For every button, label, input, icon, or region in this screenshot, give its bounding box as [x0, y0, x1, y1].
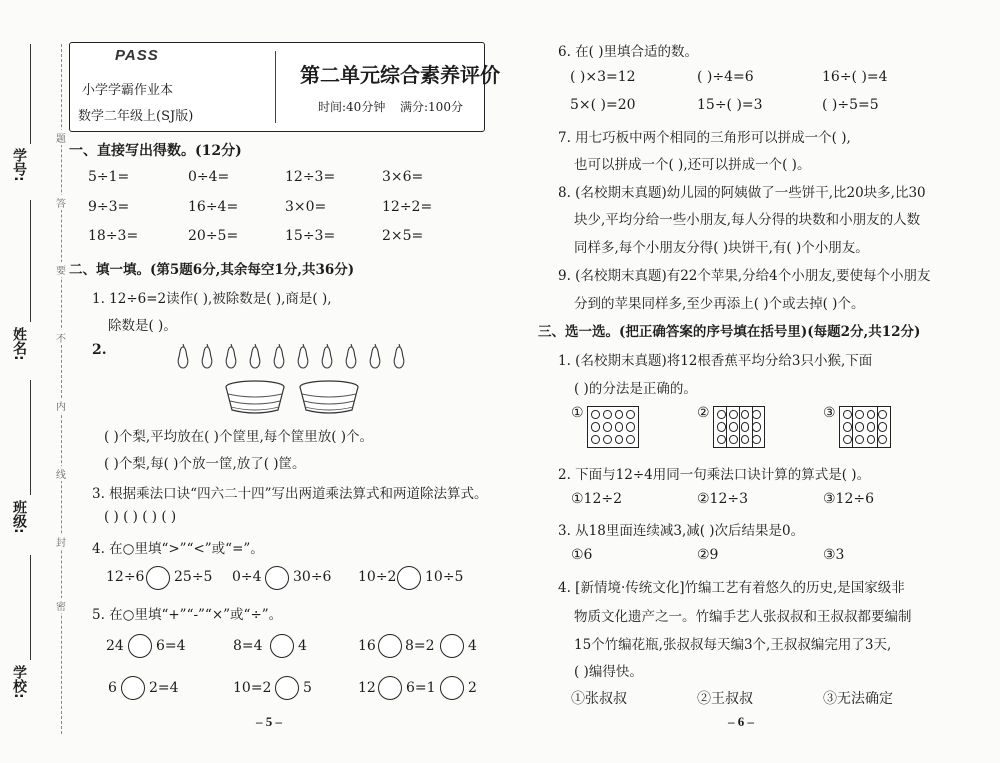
pear-icon: [392, 343, 406, 369]
s3-option[interactable]: ②9: [697, 547, 719, 563]
s3-text[interactable]: 3. 从18里面连续减3,减( )次后结果是0。: [558, 523, 805, 539]
q7-line1[interactable]: 7. 用七巧板中两个相同的三角形可以拼成一个( ),: [558, 130, 851, 146]
pear-icon: [248, 343, 262, 369]
calc-item[interactable]: 12÷3=: [285, 169, 336, 185]
q8-line2: 块少,平均分给一些小朋友,每人分得的块数和小朋友的人数: [574, 212, 921, 228]
time-limit: 时间:40分钟: [318, 100, 386, 114]
q5-expr: 2: [468, 680, 477, 696]
s4-line2: 物质文化遗产之一。竹编手艺人张叔叔和王叔叔都要编制: [574, 609, 912, 625]
q9-line1: 9. (名校期末真题)有22个苹果,分给4个小朋友,要使每个小朋友: [558, 268, 931, 284]
q2-label: 2.: [92, 342, 107, 358]
s1-line2[interactable]: ( )的分法是正确的。: [574, 381, 697, 397]
calc-item[interactable]: 3×6=: [382, 169, 424, 185]
q5-expr: 12: [358, 680, 376, 696]
q4-left-expr: 10÷2: [358, 569, 397, 585]
page-title: 第二单元综合素养评价: [300, 63, 500, 87]
q4-left-expr: 0÷4: [232, 569, 262, 585]
s4-option[interactable]: ③无法确定: [823, 691, 893, 707]
s3-option[interactable]: ③3: [823, 547, 845, 563]
operator-circle[interactable]: [121, 676, 145, 700]
compare-circle[interactable]: [397, 566, 421, 590]
q4-right-expr: 25÷5: [174, 569, 213, 585]
student-id-label: 学号:: [11, 148, 27, 182]
q5-expr: 2=4: [149, 680, 179, 696]
calc-item[interactable]: 2×5=: [382, 228, 424, 244]
q5-expr: 4: [298, 638, 307, 654]
operator-circle[interactable]: [275, 676, 299, 700]
q6-blank[interactable]: 15÷( )=3: [697, 97, 763, 113]
s2-text[interactable]: 2. 下面与12÷4用同一句乘法口诀计算的算式是( )。: [558, 467, 871, 483]
s2-option[interactable]: ①12÷2: [571, 491, 623, 507]
q1-line1[interactable]: 1. 12÷6=2读作( ),被除数是( ),商是( ),: [92, 291, 332, 307]
q6-text: 6. 在( )里填合适的数。: [558, 44, 698, 60]
grid-divider: [726, 406, 727, 448]
header-box: [69, 42, 500, 132]
calc-item[interactable]: 20÷5=: [188, 228, 239, 244]
q8-line3[interactable]: 同样多,每个小朋友分得( )块饼干,有( )个小朋友。: [574, 240, 869, 256]
calc-item[interactable]: 0÷4=: [188, 169, 230, 185]
q2-line2[interactable]: ( )个梨,每( )个放一筐,放了( )筐。: [104, 456, 306, 472]
pear-icon: [296, 343, 310, 369]
q4-right-expr: 10÷5: [425, 569, 464, 585]
q5-expr: 8=2: [405, 638, 435, 654]
pear-icon: [272, 343, 286, 369]
s1-option-marker[interactable]: ①: [571, 405, 584, 421]
q6-blank[interactable]: ( )×3=12: [570, 69, 636, 85]
section-1-title: 一、直接写出得数。(12分): [69, 143, 242, 159]
q6-blank[interactable]: ( )÷4=6: [697, 69, 754, 85]
q5-expr: 4: [468, 638, 477, 654]
q4-right-expr: 30÷6: [293, 569, 332, 585]
section-3-title: 三、选一选。(把正确答案的序号填在括号里)(每题2分,共12分): [538, 324, 921, 340]
basket-icon: [298, 380, 360, 414]
s3-option[interactable]: ①6: [571, 547, 593, 563]
q5-text: 5. 在○里填“+”“-”“×”或“÷”。: [92, 607, 283, 623]
series-name: 小学学霸作业本: [82, 83, 174, 98]
seal-char: 密: [56, 598, 66, 613]
s4-line3: 15个竹编花瓶,张叔叔每天编3个,王叔叔编完用了3天,: [574, 637, 892, 653]
dot-grid-option-1[interactable]: [587, 406, 639, 448]
name-line[interactable]: [30, 200, 31, 322]
student-id-line[interactable]: [30, 44, 31, 144]
s4-line4[interactable]: ( )编得快。: [574, 664, 643, 680]
s2-option[interactable]: ②12÷3: [697, 491, 749, 507]
operator-circle[interactable]: [378, 634, 402, 658]
operator-circle[interactable]: [378, 676, 402, 700]
s2-option[interactable]: ③12÷6: [823, 491, 875, 507]
seal-char: 线: [56, 466, 66, 481]
q6-blank[interactable]: ( )÷5=5: [822, 97, 879, 113]
operator-circle[interactable]: [440, 676, 464, 700]
q5-expr: 10=2: [233, 680, 272, 696]
q3-text: 3. 根据乘法口诀“四六二十四”写出两道乘法算式和两道除法算式。: [92, 486, 488, 502]
brand-logo: PASS: [115, 47, 159, 64]
s4-option[interactable]: ①张叔叔: [571, 691, 627, 707]
s1-line1: 1. (名校期末真题)将12根香蕉平均分给3只小猴,下面: [558, 353, 873, 369]
pear-icon: [320, 343, 334, 369]
q5-expr: 6: [108, 680, 117, 696]
q7-line2[interactable]: 也可以拼成一个( ),还可以拼成一个( )。: [574, 157, 811, 173]
seal-char: 不: [56, 330, 66, 345]
dot-grid-option-3[interactable]: [839, 406, 891, 448]
pear-icon: [200, 343, 214, 369]
pear-icon: [368, 343, 382, 369]
calc-item[interactable]: 12÷2=: [382, 199, 433, 215]
seal-char: 答: [56, 195, 66, 210]
compare-circle[interactable]: [265, 566, 289, 590]
q4-left-expr: 12÷6: [106, 569, 145, 585]
grid-divider: [752, 406, 753, 448]
basket-icon: [224, 380, 286, 414]
pear-icon: [224, 343, 238, 369]
school-label: 学校:: [11, 665, 27, 699]
s1-option-marker[interactable]: ③: [823, 405, 836, 421]
header-divider: [275, 51, 276, 123]
s4-line1: 4. [新情境·传统文化]竹编工艺有着悠久的历史,是国家级非: [558, 580, 905, 596]
class-label: 班级:: [11, 500, 27, 534]
operator-circle[interactable]: [440, 634, 464, 658]
q5-expr: 8=4: [233, 638, 263, 654]
grade-label: 数学二年级上(SJ版): [78, 109, 194, 124]
q5-expr: 24: [106, 638, 124, 654]
compare-circle[interactable]: [146, 566, 170, 590]
seal-char: 要: [56, 262, 66, 277]
q5-expr: 16: [358, 638, 376, 654]
seal-char: 封: [56, 534, 66, 549]
q4-text: 4. 在○里填“>”“<”或“=”。: [92, 541, 264, 557]
name-label: 姓名:: [11, 327, 27, 361]
operator-circle[interactable]: [270, 634, 294, 658]
pear-icon: [176, 343, 190, 369]
seal-dashed-line: [61, 44, 62, 734]
section-2-title: 二、填一填。(第5题6分,其余每空1分,共36分): [69, 262, 355, 278]
page-number-right: – 6 –: [728, 714, 754, 729]
calc-item[interactable]: 18÷3=: [88, 228, 139, 244]
q3-blanks[interactable]: ( ) ( ) ( ) ( ): [104, 509, 177, 525]
operator-circle[interactable]: [128, 634, 152, 658]
calc-item[interactable]: 5÷1=: [88, 169, 130, 185]
q5-expr: 6=4: [156, 638, 186, 654]
page-number-left: – 5 –: [256, 714, 282, 729]
calc-item[interactable]: 16÷4=: [188, 199, 239, 215]
q8-line1: 8. (名校期末真题)幼儿园的阿姨做了一些饼干,比20块多,比30: [558, 185, 926, 201]
q6-blank[interactable]: 16÷( )=4: [822, 69, 888, 85]
school-line[interactable]: [30, 555, 31, 660]
calc-item[interactable]: 9÷3=: [88, 199, 130, 215]
q6-blank[interactable]: 5×( )=20: [570, 97, 636, 113]
q9-line2[interactable]: 分到的苹果同样多,至少再添上( )个或去掉( )个。: [574, 296, 865, 312]
calc-item[interactable]: 15÷3=: [285, 228, 336, 244]
q5-expr: 6=1: [406, 680, 436, 696]
calc-item[interactable]: 3×0=: [285, 199, 327, 215]
pear-icon: [344, 343, 358, 369]
q1-line2[interactable]: 除数是( )。: [108, 318, 177, 334]
s4-option[interactable]: ②王叔叔: [697, 691, 753, 707]
q5-expr: 5: [303, 680, 312, 696]
q2-line1[interactable]: ( )个梨,平均放在( )个筐里,每个筐里放( )个。: [104, 429, 374, 445]
grid-divider: [739, 406, 740, 448]
class-line[interactable]: [30, 380, 31, 495]
seal-char: 内: [56, 398, 66, 413]
s1-option-marker[interactable]: ②: [697, 405, 710, 421]
full-score: 满分:100分: [400, 100, 463, 114]
seal-char: 题: [56, 130, 66, 145]
grid-divider: [877, 406, 878, 448]
grid-divider: [852, 406, 853, 448]
